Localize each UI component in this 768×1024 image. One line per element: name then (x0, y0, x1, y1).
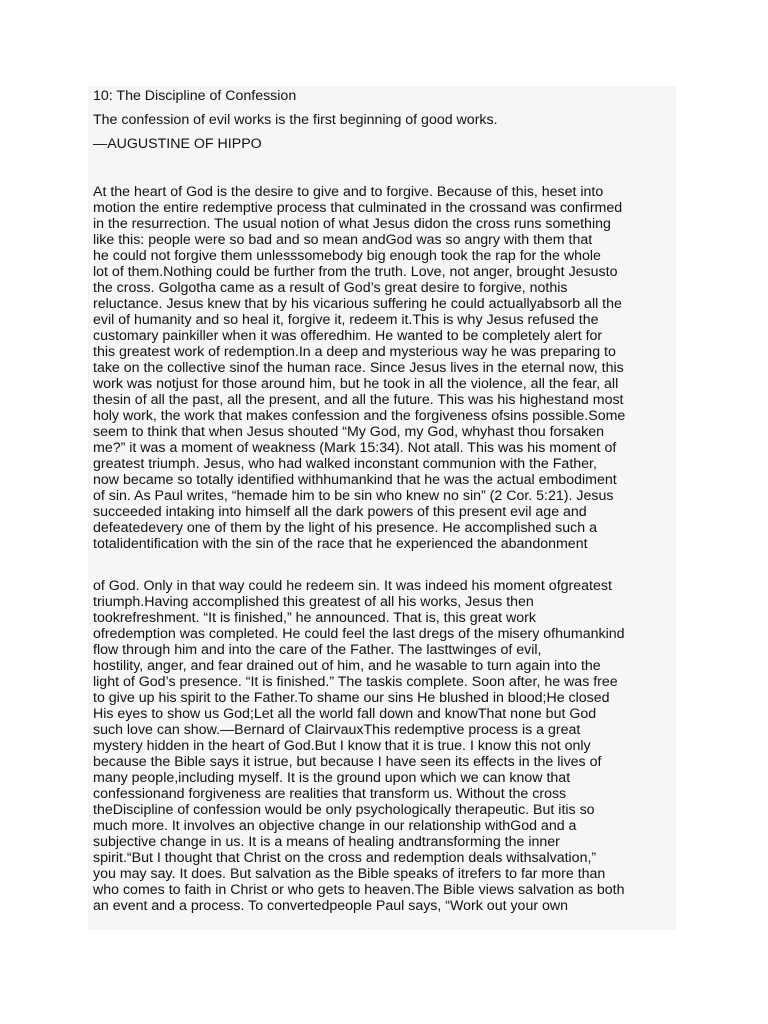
text-line: thesin of all the past, all the present, and all the future. This was his highestand most (93, 392, 624, 408)
text-line: triumph.Having accomplished this greatest of all his works, Jesus then (93, 594, 534, 610)
text-line: light of God’s presence. “It is finished.” The taskis complete. Soon after, he was free (93, 674, 618, 690)
text-line: reluctance. Jesus knew that by his vicarious suffering he could actuallyabsorb all the (93, 296, 622, 312)
text-line: totalidentification with the sin of the race that he experienced the abandonment (93, 536, 588, 552)
text-line: lot of them.Nothing could be further from the truth. Love, not anger, brought Jesusto (93, 264, 618, 280)
text-line: evil of humanity and so heal it, forgive it, redeem it.This is why Jesus refused the (93, 312, 599, 328)
text-line: such love can show.—Bernard of ClairvauxThis redemptive process is a great (93, 722, 581, 738)
text-line: this greatest work of redemption.In a deep and mysterious way he was preparing to (93, 344, 616, 360)
text-line: an event and a process. To convertedpeople Paul says, “Work out your own (93, 898, 569, 914)
text-line: motion the entire redemptive process that culminated in the crossand was confirmed (93, 200, 623, 216)
text-line: greatest triumph. Jesus, who had walked inconstant communion with the Father, (93, 456, 597, 472)
text-line: me?” it was a moment of weakness (Mark 15:34). Not atall. This was his moment of (93, 440, 617, 456)
chapter-title: 10: The Discipline of Confession (93, 88, 297, 104)
text-line: take on the collective sinof the human race. Since Jesus lives in the eternal now, this (93, 360, 624, 376)
text-line: of God. Only in that way could he redeem sin. It was indeed his moment ofgreatest (93, 578, 612, 594)
text-line: the cross. Golgotha came as a result of God’s great desire to forgive, nothis (93, 280, 568, 296)
text-line: to give up his spirit to the Father.To shame our sins He blushed in blood;He closed (93, 690, 610, 706)
text-line: seem to think that when Jesus shouted “My God, my God, whyhast thou forsaken (93, 424, 605, 440)
text-line: customary painkiller when it was offeredhim. He wanted to be completely alert for (93, 328, 603, 344)
text-line: much more. It involves an objective change in our relationship withGod and a (93, 818, 577, 834)
epigraph-author: —AUGUSTINE OF HIPPO (93, 136, 262, 152)
text-line: At the heart of God is the desire to give and to forgive. Because of this, heset into (93, 184, 604, 200)
text-line: work was notjust for those around him, but he took in all the violence, all the fear, all (93, 376, 619, 392)
text-line: succeeded intaking into himself all the dark powers of this present evil age and (93, 504, 587, 520)
text-line: ofredemption was completed. He could feel the last dregs of the misery ofhumankind (93, 626, 625, 642)
text-line: like this: people were so bad and so mean andGod was so angry with them that (93, 232, 593, 248)
text-line: theDiscipline of confession would be only psychologically therapeutic. But itis so (93, 802, 595, 818)
text-line: you may say. It does. But salvation as the Bible speaks of itrefers to far more than (93, 866, 606, 882)
text-line: he could not forgive them unlesssomebody big enough took the rap for the whole (93, 248, 601, 264)
text-line: confessionand forgiveness are realities that transform us. Without the cross (93, 786, 567, 802)
text-line: spirit.“But I thought that Christ on the cross and redemption deals withsalvation,” (93, 850, 597, 866)
text-line: because the Bible says it istrue, but because I have seen its effects in the lives of (93, 754, 602, 770)
text-line: hostility, anger, and fear drained out of him, and he wasable to turn again into the (93, 658, 601, 674)
text-line: His eyes to show us God;Let all the world fall down and knowThat none but God (93, 706, 597, 722)
text-line: tookrefreshment. “It is finished,” he announced. That is, this great work (93, 610, 536, 626)
text-line: flow through him and into the care of the Father. The lasttwinges of evil, (93, 642, 542, 658)
epigraph: The confession of evil works is the first beginning of good works. (93, 112, 498, 128)
text-line: who comes to faith in Christ or who gets to heaven.The Bible views salvation as both (93, 882, 625, 898)
text-line: subjective change in us. It is a means of healing andtransforming the inner (93, 834, 560, 850)
text-line: of sin. As Paul writes, “hemade him to be sin who knew no sin” (2 Cor. 5:21). Jesus (93, 488, 614, 504)
text-line: many people,including myself. It is the ground upon which we can know that (93, 770, 571, 786)
text-line: in the resurrection. The usual notion of what Jesus didon the cross runs something (93, 216, 611, 232)
text-line: defeatedevery one of them by the light of his presence. He accomplished such a (93, 520, 597, 536)
text-line: now became so totally identified withhumankind that he was the actual embodiment (93, 472, 617, 488)
text-line: holy work, the work that makes confession and the forgiveness ofsins possible.Some (93, 408, 626, 424)
text-line: mystery hidden in the heart of God.But I know that it is true. I know this not only (93, 738, 591, 754)
